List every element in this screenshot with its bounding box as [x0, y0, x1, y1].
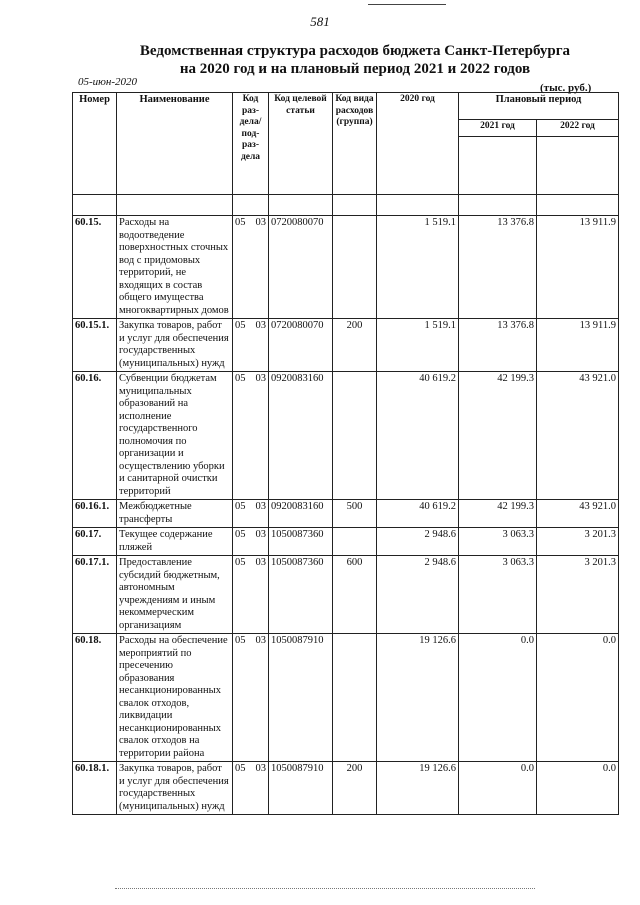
col-header-target: Код целевой статьи — [269, 93, 333, 195]
row-amount-2020: 19 126.6 — [377, 762, 459, 815]
row-amount-2021: 42 199.3 — [459, 372, 537, 500]
row-section: 05 — [235, 320, 246, 331]
row-expense-type: 600 — [333, 556, 377, 634]
gap-cell — [537, 195, 619, 216]
row-amount-2020: 40 619.2 — [377, 372, 459, 500]
row-amount-2021: 13 376.8 — [459, 216, 537, 319]
table-row — [73, 528, 619, 556]
row-number: 60.16. — [73, 372, 117, 500]
row-section: 05 — [235, 529, 246, 540]
gap-cell — [377, 195, 459, 216]
row-section: 05 — [235, 763, 246, 774]
gap-cell — [73, 195, 117, 216]
row-subsection: 03 — [255, 320, 266, 331]
row-section-code — [233, 319, 269, 372]
row-amount-2020: 1 519.1 — [377, 216, 459, 319]
row-amount-2022: 0.0 — [537, 762, 619, 815]
gap-cell — [269, 195, 333, 216]
row-name: Расходы на водоотведение поверхностных сточных вод с придомовых территорий, не входящих в состав общего имущества многоквартирных домов — [117, 216, 233, 319]
row-amount-2022: 43 921.0 — [537, 372, 619, 500]
table-header — [73, 93, 619, 216]
row-target-code: 1050087910 — [269, 762, 333, 815]
row-amount-2020: 2 948.6 — [377, 556, 459, 634]
row-amount-2021: 3 063.3 — [459, 556, 537, 634]
row-amount-2021: 0.0 — [459, 762, 537, 815]
row-subsection: 03 — [255, 217, 266, 228]
row-amount-2022: 43 921.0 — [537, 500, 619, 528]
row-target-code: 1050087360 — [269, 528, 333, 556]
row-amount-2022: 3 201.3 — [537, 528, 619, 556]
row-expense-type: 200 — [333, 762, 377, 815]
row-section: 05 — [235, 635, 246, 646]
row-amount-2022: 13 911.9 — [537, 216, 619, 319]
row-subsection: 03 — [255, 635, 266, 646]
row-name: Субвенции бюджетам муниципальных образований на исполнение государственного полномочия по организации и осуществлению уборки и санитарной очистки территорий — [117, 372, 233, 500]
col-header-name: Наименование — [117, 93, 233, 195]
row-number: 60.15. — [73, 216, 117, 319]
row-target-code: 0920083160 — [269, 500, 333, 528]
col-header-2022: 2022 год — [537, 120, 619, 137]
row-amount-2020: 1 519.1 — [377, 319, 459, 372]
row-amount-2022: 0.0 — [537, 634, 619, 762]
gap-cell — [333, 195, 377, 216]
row-expense-type: 500 — [333, 500, 377, 528]
table-row — [73, 500, 619, 528]
title-line-2: на 2020 год и на плановый период 2021 и 2022 годов — [179, 61, 531, 77]
row-section-code — [233, 500, 269, 528]
row-name: Закупка товаров, работ и услуг для обеспечения государственных (муниципальных) нужд — [117, 762, 233, 815]
col-header-type: Код вида расходов (группа) — [333, 93, 377, 195]
units-label: (тыс. руб.) — [540, 82, 592, 94]
col-header-section: Код раз-дела/ под-раз-дела — [233, 93, 269, 195]
row-amount-2021: 13 376.8 — [459, 319, 537, 372]
row-amount-2022: 3 201.3 — [537, 556, 619, 634]
row-expense-type — [333, 634, 377, 762]
col-header-2020: 2020 год — [377, 93, 459, 195]
row-section-code — [233, 216, 269, 319]
row-name: Расходы на обеспечение мероприятий по пресечению образования несанкционированных свалок отходов, ликвидации несанкционированных свалок отходов на территории района — [117, 634, 233, 762]
row-amount-2021: 42 199.3 — [459, 500, 537, 528]
row-subsection: 03 — [255, 763, 266, 774]
row-section-code — [233, 634, 269, 762]
gap-cell — [117, 195, 233, 216]
table-row — [73, 319, 619, 372]
row-amount-2020: 2 948.6 — [377, 528, 459, 556]
header-filler-2021 — [459, 137, 537, 195]
footer-rule — [115, 888, 535, 889]
row-name: Межбюджетные трансферты — [117, 500, 233, 528]
row-name: Текущее содержание пляжей — [117, 528, 233, 556]
row-section-code — [233, 528, 269, 556]
table-row — [73, 556, 619, 634]
row-subsection: 03 — [255, 557, 266, 568]
col-header-plan-period: Плановый период — [459, 93, 619, 120]
row-section-code — [233, 556, 269, 634]
row-section: 05 — [235, 373, 246, 384]
table-row — [73, 372, 619, 500]
row-target-code: 1050087910 — [269, 634, 333, 762]
gap-cell — [233, 195, 269, 216]
row-number: 60.18. — [73, 634, 117, 762]
row-number: 60.17.1. — [73, 556, 117, 634]
row-number: 60.16.1. — [73, 500, 117, 528]
header-filler-2022 — [537, 137, 619, 195]
table-row — [73, 634, 619, 762]
top-rule — [368, 4, 446, 5]
row-target-code: 0920083160 — [269, 372, 333, 500]
document-title — [120, 42, 590, 78]
row-section: 05 — [235, 557, 246, 568]
row-target-code: 0720080070 — [269, 319, 333, 372]
row-subsection: 03 — [255, 501, 266, 512]
row-expense-type — [333, 216, 377, 319]
row-name: Закупка товаров, работ и услуг для обеспечения государственных (муниципальных) нужд — [117, 319, 233, 372]
col-header-number: Номер — [73, 93, 117, 195]
document-date: 05-июн-2020 — [78, 76, 138, 88]
row-section: 05 — [235, 501, 246, 512]
row-section-code — [233, 762, 269, 815]
title-line-1: Ведомственная структура расходов бюджета Санкт-Петербурга — [139, 43, 571, 59]
row-subsection: 03 — [255, 373, 266, 384]
row-amount-2020: 40 619.2 — [377, 500, 459, 528]
budget-table — [72, 92, 619, 815]
row-expense-type — [333, 372, 377, 500]
page-number: 581 — [310, 14, 330, 29]
row-section-code — [233, 372, 269, 500]
row-amount-2021: 0.0 — [459, 634, 537, 762]
table-row — [73, 762, 619, 815]
gap-cell — [459, 195, 537, 216]
row-amount-2021: 3 063.3 — [459, 528, 537, 556]
row-target-code: 1050087360 — [269, 556, 333, 634]
row-amount-2022: 13 911.9 — [537, 319, 619, 372]
row-number: 60.18.1. — [73, 762, 117, 815]
row-subsection: 03 — [255, 529, 266, 540]
row-name: Предоставление субсидий бюджетным, автономным учреждениям и иным некоммерческим организациям — [117, 556, 233, 634]
row-amount-2020: 19 126.6 — [377, 634, 459, 762]
table-row — [73, 216, 619, 319]
col-header-2021: 2021 год — [459, 120, 537, 137]
row-target-code: 0720080070 — [269, 216, 333, 319]
row-expense-type — [333, 528, 377, 556]
table-body — [73, 216, 619, 815]
row-number: 60.17. — [73, 528, 117, 556]
row-number: 60.15.1. — [73, 319, 117, 372]
row-expense-type: 200 — [333, 319, 377, 372]
row-section: 05 — [235, 217, 246, 228]
